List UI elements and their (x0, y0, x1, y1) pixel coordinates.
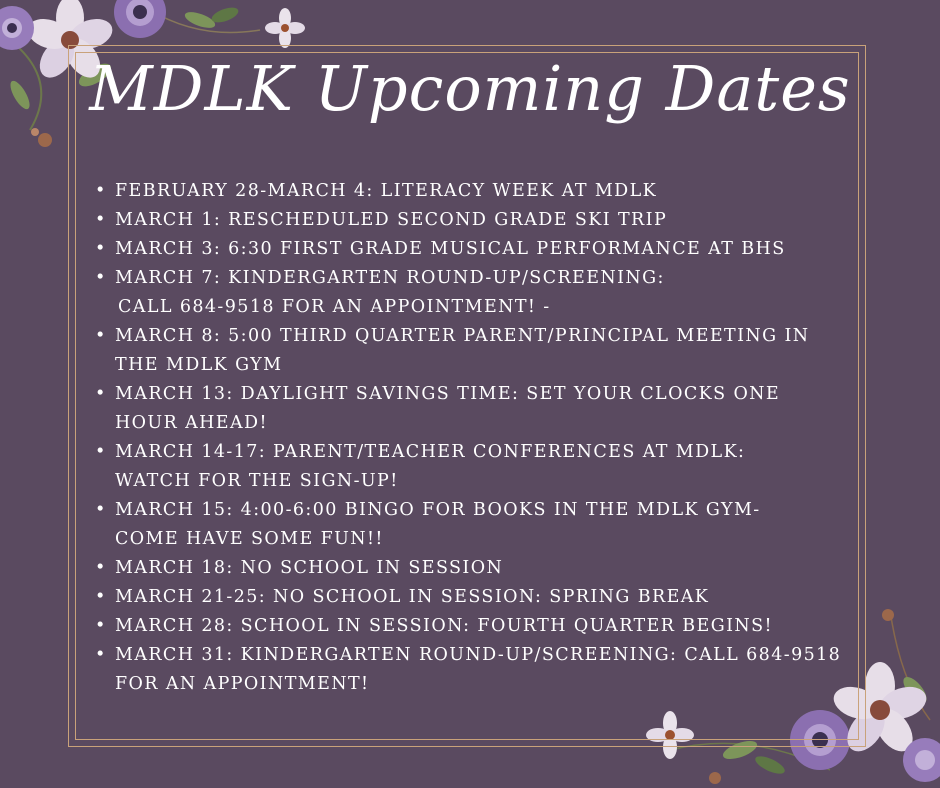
bullet-icon: • (95, 384, 107, 404)
event-text: MARCH 8: 5:00 THIRD QUARTER PARENT/PRINCIPAL MEETING IN (115, 326, 810, 346)
bullet-icon: • (95, 326, 107, 346)
list-item (95, 322, 865, 380)
event-text: MARCH 21-25: NO SCHOOL IN SESSION: SPRING BREAK (115, 587, 710, 607)
list-item (95, 380, 865, 438)
bullet-icon: • (95, 181, 107, 201)
bullet-icon: • (95, 239, 107, 259)
event-text: MARCH 28: SCHOOL IN SESSION: FOURTH QUARTER BEGINS! (115, 616, 773, 636)
event-text-continued: THE MDLK GYM (115, 355, 283, 375)
list-item (95, 206, 865, 235)
event-text-continued: CALL 684-9518 FOR AN APPOINTMENT! - (118, 297, 551, 317)
bullet-icon: • (95, 558, 107, 578)
bullet-icon: • (95, 616, 107, 636)
event-text: MARCH 18: NO SCHOOL IN SESSION (115, 558, 504, 578)
bullet-icon: • (95, 500, 107, 520)
list-item (95, 612, 865, 641)
list-item (95, 554, 865, 583)
list-item (95, 641, 865, 699)
event-text: FEBRUARY 28-MARCH 4: LITERACY WEEK AT MDLK (115, 181, 658, 201)
event-text-continued: COME HAVE SOME FUN!! (115, 529, 384, 549)
events-list (95, 177, 865, 699)
event-text: MARCH 13: DAYLIGHT SAVINGS TIME: SET YOUR CLOCKS ONE (115, 384, 781, 404)
list-item (95, 177, 865, 206)
event-text-continued: WATCH FOR THE SIGN-UP! (115, 471, 399, 491)
event-text: MARCH 7: KINDERGARTEN ROUND-UP/SCREENING: (115, 268, 665, 288)
bullet-icon: • (95, 268, 107, 288)
event-text-continued: HOUR AHEAD! (115, 413, 268, 433)
event-text-continued: FOR AN APPOINTMENT! (115, 674, 370, 694)
event-text: MARCH 14-17: PARENT/TEACHER CONFERENCES AT MDLK: (115, 442, 746, 462)
event-text: MARCH 1: RESCHEDULED SECOND GRADE SKI TRIP (115, 210, 668, 230)
list-item (95, 438, 865, 496)
event-text: MARCH 15: 4:00-6:00 BINGO FOR BOOKS IN THE MDLK GYM- (115, 500, 761, 520)
event-text: MARCH 31: KINDERGARTEN ROUND-UP/SCREENING: CALL 684-9518 (115, 645, 842, 665)
bullet-icon: • (95, 587, 107, 607)
list-item (95, 496, 865, 554)
page-title: MDLK Upcoming Dates (89, 52, 851, 125)
list-item (95, 264, 865, 322)
list-item (95, 235, 865, 264)
bullet-icon: • (95, 645, 107, 665)
event-text: MARCH 3: 6:30 FIRST GRADE MUSICAL PERFORMANCE AT BHS (115, 239, 786, 259)
list-item (95, 583, 865, 612)
bullet-icon: • (95, 210, 107, 230)
bullet-icon: • (95, 442, 107, 462)
